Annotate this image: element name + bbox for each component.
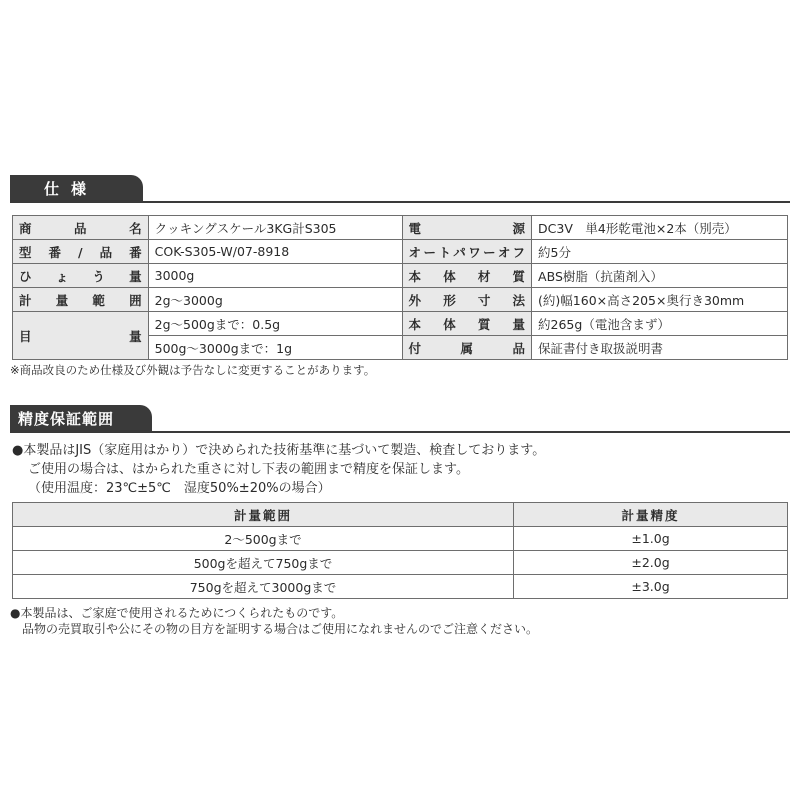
table-cell: ±3.0g <box>514 575 788 599</box>
spec-section-rule <box>10 201 790 203</box>
table-header-row <box>13 503 788 527</box>
footnote-line: 品物の売買取引や公にその物の目方を証明する場合はご使用になれませんのでご注意ください。 <box>22 622 539 636</box>
accuracy-table <box>12 502 788 599</box>
spec-label: 外形寸法 <box>402 288 532 312</box>
spec-value: (約)幅160×高さ205×奥行き30mm <box>532 288 788 312</box>
table-row <box>13 288 788 312</box>
spec-value: COK-S305-W/07-8918 <box>148 240 402 264</box>
accuracy-section-header <box>10 405 152 431</box>
table-row <box>13 575 788 599</box>
accuracy-paragraph-line: ●本製品はJIS（家庭用はかり）で決められた技術基準に基づいて製造、検査しております。 <box>12 443 546 458</box>
table-cell: ±2.0g <box>514 551 788 575</box>
table-row <box>13 264 788 288</box>
footnote-line: ●本製品は、ご家庭で使用されるためにつくられたものです。 <box>10 606 344 620</box>
table-row <box>13 312 788 336</box>
table-row <box>13 216 788 240</box>
accuracy-paragraph-line: ご使用の場合は、はかられた重さに対し下表の範囲まで精度を保証します。 <box>28 462 469 477</box>
accuracy-section-title: 精度保証範囲 <box>10 405 152 431</box>
spec-value: DC3V 単4形乾電池×2本（別売） <box>532 216 788 240</box>
column-header: 計量精度 <box>514 503 788 527</box>
spec-value: 約265g（電池含まず） <box>532 312 788 336</box>
spec-value: クッキングスケール3KG計S305 <box>148 216 402 240</box>
spec-value: 保証書付き取扱説明書 <box>532 336 788 360</box>
spec-label: 商品名 <box>13 216 149 240</box>
spec-value: 約5分 <box>532 240 788 264</box>
table-cell: 750gを超えて3000gまで <box>13 575 514 599</box>
spec-table <box>12 215 788 360</box>
spec-note: ※商品改良のため仕様及び外観は予告なしに変更することがあります。 <box>10 363 376 377</box>
accuracy-section-rule <box>10 431 790 433</box>
spec-value: 2g～3000g <box>148 288 402 312</box>
table-cell: 500gを超えて750gまで <box>13 551 514 575</box>
spec-label: 計量範囲 <box>13 288 149 312</box>
spec-label: オートパワーオフ <box>402 240 532 264</box>
accuracy-paragraph-line: （使用温度：23℃±5℃ 湿度50%±20%の場合） <box>28 481 331 496</box>
table-row <box>13 240 788 264</box>
spec-label: 目量 <box>13 312 149 360</box>
spec-label: 型番/品番 <box>13 240 149 264</box>
spec-section-title: 仕様 <box>10 175 143 201</box>
spec-value: 500g～3000gまで：1g <box>148 336 402 360</box>
spec-label: 本体質量 <box>402 312 532 336</box>
spec-label: 付属品 <box>402 336 532 360</box>
spec-section-header <box>10 175 143 201</box>
table-row <box>13 527 788 551</box>
table-cell: ±1.0g <box>514 527 788 551</box>
spec-label: 本体材質 <box>402 264 532 288</box>
spec-label: ひょう量 <box>13 264 149 288</box>
column-header: 計量範囲 <box>13 503 514 527</box>
spec-label: 電源 <box>402 216 532 240</box>
spec-value: 2g～500gまで：0.5g <box>148 312 402 336</box>
table-row <box>13 551 788 575</box>
spec-value: 3000g <box>148 264 402 288</box>
table-cell: 2～500gまで <box>13 527 514 551</box>
spec-value: ABS樹脂（抗菌剤入） <box>532 264 788 288</box>
